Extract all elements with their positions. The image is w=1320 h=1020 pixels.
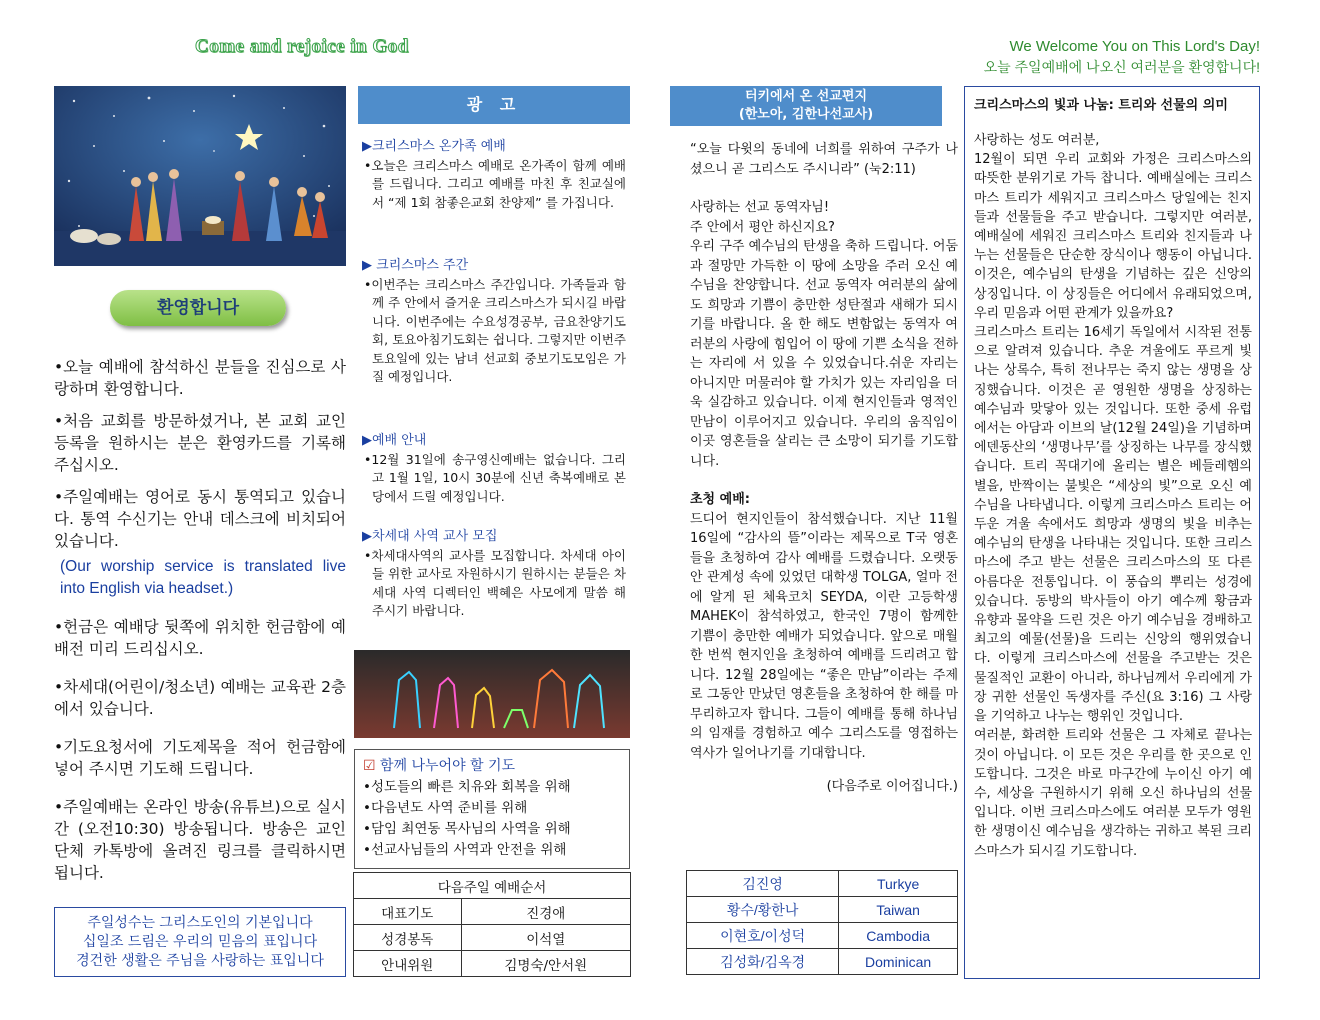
nativity-image [54,86,346,266]
sermon-title: 크리스마스의 빛과 나눔: 트리와 선물의 의미 [974,98,1228,113]
role-cell: 성경봉독 [354,925,462,951]
letter-subheading: 초청 예배: [690,492,750,507]
letter-continued: (다음주로 이어집니다.) [826,779,958,794]
person-cell: 진경애 [461,899,630,925]
missionary-country: Cambodia [839,923,958,949]
announcement-body: •이번주는 크리스마스 주간입니다. 가족들과 함께 주 안에서 즐거운 크리스마스가 되시길 바랍니다. 이번주에는 수요성경공부, 금요찬양기도회, 토요아침기도회는 쉽니다. 그렇지만 이번주 토요일에 있는 남녀 선교회 중보기도모임은 가질 예정입니다. [364,276,626,384]
notice-item: •처음 교회를 방문하셨거나, 본 교회 교인 등록을 원하시는 분은 환영카드를 기록해 주십시오. [54,412,346,474]
prayer-item: •선교사님들의 사역과 안전을 위해 [363,842,567,858]
notice-item: •주일예배는 온라인 방송(유튜브)으로 실시간 (오전10:30) 방송됩니다. 방송은 교인 단체 카톡방에 올려진 링크를 클릭하시면 됩니다. [54,798,346,882]
neon-nativity-image [354,650,630,738]
mission-letter-heading [670,86,942,126]
announcement-body: •오늘은 크리스마스 예배로 온가족이 함께 예배를 드립니다. 그리고 예배를 마친 후 친교실에서 “제 1회 참좋은교회 찬양제” 를 가집니다. [364,157,626,210]
letter-quote: “오늘 다윗의 동네에 너희를 위하여 구주가 나셨으니 곧 그리스도 주시니라” (눅2:11) [690,142,958,177]
sermon-paragraph: 사랑하는 성도 여러분, [974,133,1100,148]
announcement-body: •12월 31일에 송구영신예배는 없습니다. 그리고 1월 1일, 10시 30분에 신년 축복예배로 본당에서 드릴 예정입니다. [364,451,626,504]
worship-order-title: 다음주일 예배순서 [354,873,631,899]
letter-paragraph: 드디어 현지인들이 참석했습니다. 지난 11월 16일에 “감사의 뜰”이라는 제목으로 T국 영혼들을 초청하여 감사 예배를 드렸습니다. 오랫동안 관계성 속에 있었던 대학생 TOLGA, 얼마 전에 알게 된 체육코치 SEYDA, 이란 고등학생 MAHEK이 참석하였고, 한국인 7명이 함께한 기쁨이 충만한 예배가 되었습니다. 앞으로 매월 한 번씩 현지인을 초청하여 예배를 드리려고 합니다. 12월 28일에는 “좋은 만남”이라는 주제로 그동안 만났던 영혼들을 초청하여 한 해를 마무리하고자 합니다. 그들이 예배를 통해 하나님의 임재를 경험하고 예수 그리스도를 영접하는 역사가 일어나기를 기대합니다. [690,511,958,761]
letter-greeting: 사랑하는 선교 동역자님! [690,200,830,215]
table-row [687,871,958,897]
header-welcome-ko: 오늘 주일예배에 나오신 여러분을 환영합니다! [983,59,1260,75]
worship-order-table [353,872,631,977]
missionary-name: 이현호/이성덕 [687,923,839,949]
announcement-body: •차세대사역의 교사를 모집합니다. 차세대 아이들 위한 교사로 자원하시기 원하시는 분들은 차세대 사역 디렉터인 백혜은 사모에게 말씀 해 주시기 바랍니다. [364,547,626,618]
person-cell: 김명숙/안서원 [461,951,630,977]
table-row [687,949,958,975]
announcement-christmas-service [362,138,626,212]
welcome-badge: 환영합니다 [110,290,286,326]
notice-translation-en: (Our worship service is translated live into English via headset.) [60,558,346,597]
prayer-item: •담임 최연동 목사님의 사역을 위해 [363,821,571,837]
sermon-body [974,131,1252,861]
notice-item: •차세대(어린이/청소년) 예배는 교육관 2층에서 있습니다. [54,678,346,718]
checkbox-icon: ☑ [363,758,376,774]
announcement-christmas-week [362,257,626,387]
person-cell: 이석열 [461,925,630,951]
missionary-country: Turkye [839,871,958,897]
role-cell: 안내위원 [354,951,462,977]
announcement-title: ▶크리스마스 온가족 예배 [362,139,506,154]
notice-item: •기도요청서에 기도제목을 적어 헌금함에 넣어 주시면 기도해 드립니다. [54,738,346,778]
table-row [354,951,631,977]
missionary-country: Taiwan [839,897,958,923]
table-row [354,899,631,925]
missionary-name: 김성화/김옥경 [687,949,839,975]
motto-box [54,907,346,977]
notice-item: •헌금은 예배당 뒷쪽에 위치한 헌금함에 예배전 미리 드리십시오. [54,618,346,658]
announcement-teacher-recruit [362,528,626,621]
announcement-title: ▶ 크리스마스 주간 [362,258,469,273]
welcome-notices [54,356,346,894]
announcement-title: ▶예배 안내 [362,433,427,448]
prayer-item: •다음년도 사역 준비를 위해 [363,800,528,816]
header-right [984,38,1260,77]
mission-letter-body [690,140,958,797]
sermon-paragraph: 크리스마스 트리는 16세기 독일에서 시작된 전통으로 알려져 있습니다. 추운 겨울에도 푸르게 빛나는 상록수, 특히 전나무는 죽지 않는 생명을 상징했습니다. 이것은 곧 영원한 생명을 상징하는 예수님과 맞닿아 있는 것입니다. 또한 중세 유럽에서는 아담과 이브의 날(12월 24일)을 기념하며 에덴동산의 ‘생명나무’를 상징하는 나무를 장식했습니다. 트리 꼭대기에 올리는 별은 베들레헴의 별을, 반짝이는 불빛은 “세상의 빛”으로 오신 예수님을 나타냅니다. 이렇게 크리스마스 트리는 어두운 겨울 속에서도 희망과 생명의 빛을 비추는 예수님의 탄생을 나타내는 것입니다. 또한 크리스마스에 주고 받는 선물은 크리스마스의 또 다른 아름다운 전통입니다. 이 풍습의 뿌리는 성경에 있습니다. 동방의 박사들이 아기 예수께 황금과 유향과 몰약을 드린 것은 아기 예수님을 경배하고 최고의 예물(선물)을 드리는 신앙의 행위였습니다. 이렇게 크리스마스에 선물을 주고받는 것은 물질적인 교환이 아니라, 하나님께서 우리에게 가장 귀한 선물인 독생자를 주신(요 3:16) 그 사랑을 기억하고 나누는 행위인 것입니다. [974,325,1252,725]
missionary-table [686,870,958,975]
prayer-box [354,749,630,869]
header-left-title: Come and rejoice in God [195,36,409,57]
table-row [687,923,958,949]
motto-line: 주일성수는 그리스도인의 기본입니다 [87,915,313,931]
role-cell: 대표기도 [354,899,462,925]
prayer-title-text: 함께 나누어야 할 기도 [380,758,516,774]
sermon-paragraph: 여러분, 화려한 트리와 선물은 그 자체로 끝나는 것이 아닙니다. 이 모든 것은 우리를 한 곳으로 인도합니다. 그것은 바로 마구간에 누이신 아기 예수, 세상을 구원하시기 위해 오신 하나님의 선물입니다. 이번 크리스마스에도 여러분 모두가 영원한 생명이신 예수님을 생각하는 귀하고 복된 크리스마스가 되시길 기도합니다. [974,728,1252,859]
motto-line: 경건한 생활은 주님을 사랑하는 표입니다 [76,953,324,969]
notice-item: •주일예배는 영어로 동시 통역되고 있습니다. 통역 수신기는 안내 데스크에 비치되어 있습니다. [54,488,346,550]
announcement-service-info [362,432,626,506]
motto-line: 십일조 드림은 우리의 믿음의 표입니다 [82,934,318,950]
header-welcome-en: We Welcome You on This Lord's Day! [1009,38,1260,55]
announcements-heading: 광 고 [358,86,630,124]
table-row [354,925,631,951]
sermon-paragraph: 12월이 되면 우리 교회와 가정은 크리스마스의 따뜻한 분위기로 가득 찹니다. 예배실에는 크리스마스 트리가 세워지고 크리스마스 당일에는 친지들과 선물들을 주고 받습니다. 그렇지만 여러분, 예배실에 세워진 크리스마스 트리와 친지들과 나누는 선물들은 단순한 장식이나 행동이 아닙니다. 이것은, 예수님의 탄생을 기념하는 깊은 신앙의 상징입니다. 이 상징들은 어디에서 유래되었으며, 우리 믿음과 어떤 관계가 있을까요? [974,152,1252,321]
missionary-name: 황수/황한나 [687,897,839,923]
mission-letter-authors: (한노아, 김한나선교사) [738,107,874,122]
letter-greeting: 주 안에서 평안 하신지요? [690,219,835,235]
missionary-country: Dominican [839,949,958,975]
mission-letter-title: 터키에서 온 선교편지 [744,89,868,104]
announcement-title: ▶차세대 사역 교사 모집 [362,529,498,544]
prayer-item: •성도들의 빠른 치유와 회복을 위해 [363,779,571,795]
letter-paragraph: 우리 구주 예수님의 탄생을 축하 드립니다. 어둠과 절망만 가득한 이 땅에 소망을 주러 오신 예수님을 찬양합니다. 선교 동역자 여러분의 삶에도 희망과 기쁨이 충만한 성탄절과 새해가 되시기를 바랍니다. 올 한 해도 변함없는 동역자 여러분의 사랑에 힘입어 이 땅에 기쁜 소식을 전하는 자리에 서 있을 수 있었습니다.쉬운 자리는 아니지만 머물러야 할 가치가 있는 자리임을 더욱 실감하고 있습니다. 이제 현지인들과 영적인 만남이 이루어지고 있습니다. 우리의 움직임이 이곳 영혼들을 살리는 큰 소망이 되기를 기도합니다. [690,239,958,469]
missionary-name: 김진영 [687,871,839,897]
table-row [687,897,958,923]
notice-item: •오늘 예배에 참석하신 분들을 진심으로 사랑하며 환영합니다. [54,358,346,398]
prayer-title [363,756,621,777]
